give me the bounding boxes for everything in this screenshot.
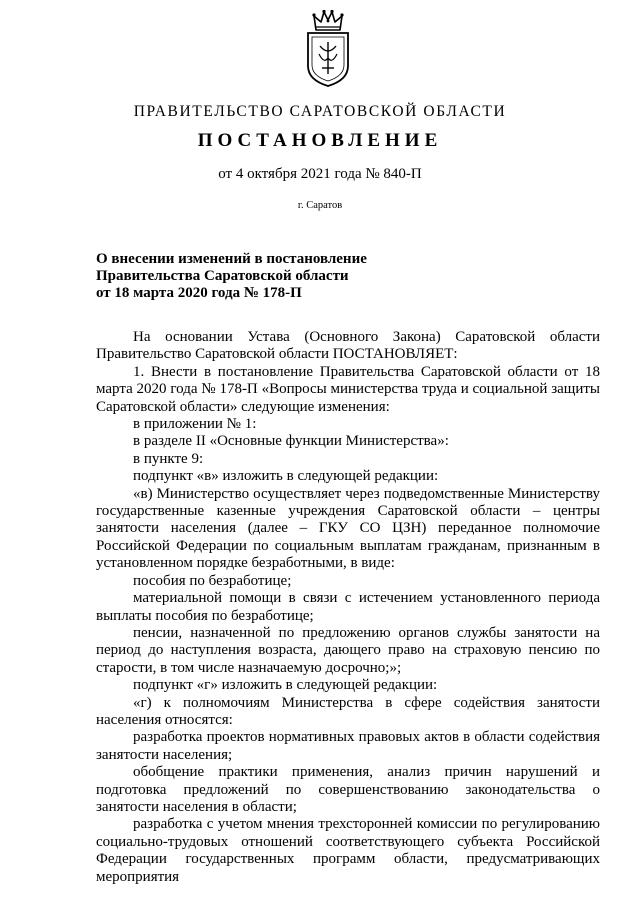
body-paragraph: подпункт «г» изложить в следующей редакции:: [133, 677, 438, 694]
government-name: ПРАВИТЕЛЬСТВО САРАТОВСКОЙ ОБЛАСТИ: [133, 103, 507, 120]
body-paragraph: На основании Устава (Основного Закона) Саратовской области Правительство Саратовской области ПОСТАНОВЛЯЕТ:: [96, 329, 600, 363]
body-paragraph: 1. Внести в постановление Правительства Саратовской области от 18 марта 2020 года № 178-П «Вопросы министерства труда и социальной защиты Саратовской области» следующие изменения:: [96, 363, 600, 415]
document-type: ПОСТАНОВЛЕНИЕ: [197, 130, 443, 151]
body-paragraph: обобщение практики применения, анализ причин нарушений и подготовка предложений по совершенствованию законодательства о занятости населения в области;: [96, 764, 600, 815]
body-paragraph: в пункте 9:: [133, 450, 204, 467]
subject-line: О внесении изменений в постановление: [96, 251, 367, 267]
body-paragraph: материальной помощи в связи с истечением установленного периода выплаты пособия по безработице;: [96, 590, 600, 624]
body-paragraph: в приложении № 1:: [133, 416, 257, 433]
body-paragraph: в разделе II «Основные функции Министерства»:: [133, 433, 449, 450]
body-paragraph: пособия по безработице;: [133, 572, 292, 589]
body-paragraph: пенсии, назначенной по предложению органов службы занятости на период до наступления возраста, дающего право на страховую пенсию по старости, в том числе назначаемую досрочно;»;: [96, 624, 600, 676]
body-paragraph: разработка с учетом мнения трехсторонней комиссии по регулированию социально-трудовых отношений соответствующего субъекта Российской Федерации государственных программ области, предусматривающих мероприятия: [96, 816, 600, 885]
document-body: [96, 329, 600, 886]
body-paragraph: «г) к полномочиям Министерства в сфере содействия занятости населения относятся:: [96, 694, 600, 728]
document-subject: [96, 251, 416, 302]
body-paragraph: разработка проектов нормативных правовых актов в области содействия занятости населения;: [96, 729, 600, 763]
body-paragraph: подпункт «в» изложить в следующей редакции:: [133, 468, 439, 485]
coat-of-arms-icon: [300, 8, 356, 88]
body-paragraph: «в) Министерство осуществляет через подведомственные Министерству государственные казенные учреждения Саратовской области – центры занятости населения (далее – ГКУ СО ЦЗН) переданное полномочие Российской Федерации по социальным выплатам гражданам, признанным в установленном порядке безработными, в виде:: [96, 485, 600, 572]
document-dateline: от 4 октября 2021 года № 840-П: [218, 166, 422, 182]
subject-line: Правительства Саратовской области: [96, 268, 349, 284]
document-city: г. Саратов: [297, 200, 343, 211]
subject-line: от 18 марта 2020 года № 178-П: [96, 285, 302, 301]
